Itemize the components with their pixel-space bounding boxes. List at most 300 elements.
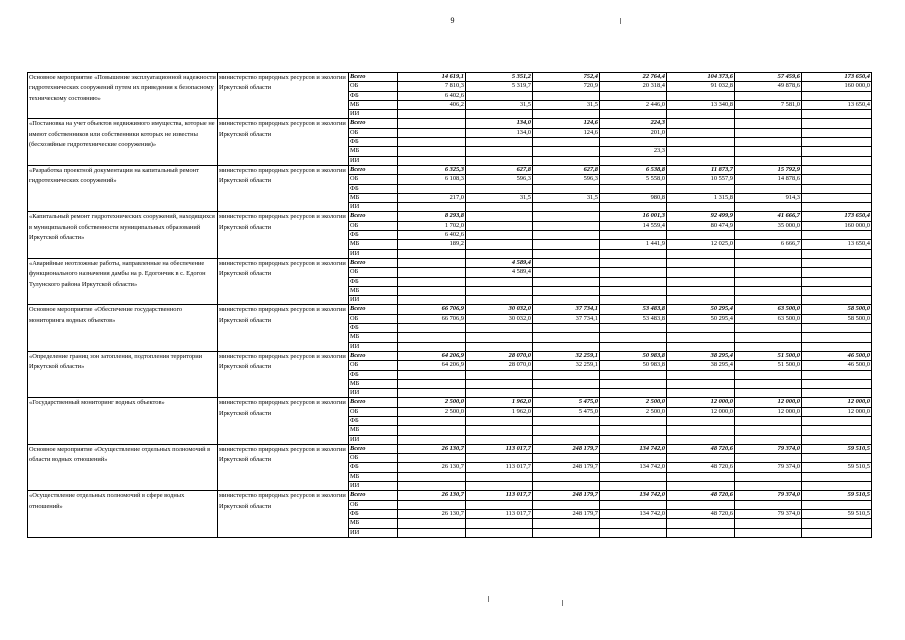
- amount-cell: [398, 277, 466, 286]
- funding-source: ОБ: [349, 361, 398, 370]
- amount-cell: 1 315,8: [667, 193, 735, 202]
- amount-cell: [466, 454, 533, 463]
- amount-cell: 2 446,0: [600, 100, 667, 109]
- amount-cell: [466, 528, 533, 537]
- amount-cell: [802, 435, 872, 444]
- amount-cell: [600, 324, 667, 333]
- amount-cell: [802, 147, 872, 156]
- amount-cell: 28 070,0: [466, 351, 533, 360]
- amount-cell: [600, 184, 667, 193]
- amount-cell: [466, 203, 533, 212]
- funding-source: МБ: [349, 100, 398, 109]
- amount-cell: [398, 110, 466, 119]
- amount-cell: 35 000,0: [735, 221, 802, 230]
- amount-cell: [533, 454, 600, 463]
- funding-source: ФБ: [349, 231, 398, 240]
- amount-cell: 124,6: [533, 119, 600, 128]
- amount-cell: [735, 110, 802, 119]
- amount-cell: [398, 426, 466, 435]
- amount-cell: [735, 277, 802, 286]
- amount-cell: 53 483,8: [600, 305, 667, 314]
- amount-cell: 91 032,8: [667, 82, 735, 91]
- table-row: [28, 258, 872, 267]
- table-row: [28, 119, 872, 128]
- amount-cell: [600, 268, 667, 277]
- amount-cell: [735, 416, 802, 425]
- responsible-executor: министерство природных ресурсов и экологии Иркутской области: [218, 305, 349, 351]
- amount-cell: [533, 389, 600, 398]
- amount-cell: 51 500,0: [735, 361, 802, 370]
- amount-cell: 596,3: [533, 175, 600, 184]
- amount-cell: [735, 286, 802, 295]
- amount-cell: 6 402,6: [398, 91, 466, 100]
- amount-cell: [466, 249, 533, 258]
- funding-source: Всего: [349, 398, 398, 407]
- amount-cell: [735, 519, 802, 528]
- funding-source: Всего: [349, 165, 398, 174]
- amount-cell: 6 666,7: [735, 240, 802, 249]
- amount-cell: [667, 426, 735, 435]
- funding-source: ФБ: [349, 509, 398, 518]
- amount-cell: 113 017,7: [466, 491, 533, 500]
- amount-cell: 26 130,7: [398, 463, 466, 472]
- amount-cell: [667, 138, 735, 147]
- amount-cell: [802, 258, 872, 267]
- amount-cell: [667, 472, 735, 481]
- amount-cell: [735, 156, 802, 165]
- amount-cell: 914,3: [735, 193, 802, 202]
- amount-cell: 46 500,0: [802, 361, 872, 370]
- amount-cell: 31,5: [466, 100, 533, 109]
- amount-cell: [667, 296, 735, 305]
- amount-cell: [466, 231, 533, 240]
- amount-cell: [466, 500, 533, 509]
- amount-cell: 26 130,7: [398, 491, 466, 500]
- amount-cell: [398, 435, 466, 444]
- amount-cell: [398, 249, 466, 258]
- amount-cell: [735, 472, 802, 481]
- funding-source: ОБ: [349, 314, 398, 323]
- amount-cell: [398, 184, 466, 193]
- amount-cell: 10 557,9: [667, 175, 735, 184]
- responsible-executor: министерство природных ресурсов и экологии Иркутской области: [218, 351, 349, 397]
- funding-source: ФБ: [349, 138, 398, 147]
- amount-cell: 12 000,0: [802, 398, 872, 407]
- amount-cell: [667, 119, 735, 128]
- amount-cell: [667, 184, 735, 193]
- amount-cell: 79 374,0: [735, 463, 802, 472]
- responsible-executor: министерство природных ресурсов и экологии Иркутской области: [218, 73, 349, 119]
- amount-cell: [398, 203, 466, 212]
- amount-cell: [735, 147, 802, 156]
- amount-cell: 41 666,7: [735, 212, 802, 221]
- amount-cell: 64 206,9: [398, 361, 466, 370]
- activity-description: «Разработка проектной документации на капитальный ремонт гидротехнических сооружений»: [28, 165, 218, 211]
- amount-cell: 58 500,0: [802, 305, 872, 314]
- amount-cell: [667, 370, 735, 379]
- amount-cell: 134 742,0: [600, 509, 667, 518]
- amount-cell: [735, 128, 802, 137]
- funding-source: ФБ: [349, 91, 398, 100]
- amount-cell: [398, 389, 466, 398]
- amount-cell: 1 441,9: [600, 240, 667, 249]
- amount-cell: [735, 296, 802, 305]
- amount-cell: 2 500,0: [398, 398, 466, 407]
- funding-source: ИИ: [349, 435, 398, 444]
- amount-cell: [600, 435, 667, 444]
- amount-cell: [533, 528, 600, 537]
- amount-cell: [600, 333, 667, 342]
- amount-cell: 134 742,0: [600, 463, 667, 472]
- amount-cell: 30 032,0: [466, 314, 533, 323]
- amount-cell: 50 983,8: [600, 351, 667, 360]
- funding-source: ОБ: [349, 454, 398, 463]
- amount-cell: [600, 91, 667, 100]
- amount-cell: [533, 268, 600, 277]
- amount-cell: [735, 258, 802, 267]
- amount-cell: [802, 342, 872, 351]
- amount-cell: [802, 175, 872, 184]
- amount-cell: [667, 454, 735, 463]
- amount-cell: [600, 482, 667, 491]
- table-row: [28, 351, 872, 360]
- funding-source: МБ: [349, 240, 398, 249]
- amount-cell: [667, 268, 735, 277]
- amount-cell: [667, 91, 735, 100]
- amount-cell: [802, 165, 872, 174]
- amount-cell: 20 318,4: [600, 82, 667, 91]
- amount-cell: [802, 138, 872, 147]
- amount-cell: 596,3: [466, 175, 533, 184]
- amount-cell: [735, 203, 802, 212]
- amount-cell: 31,5: [533, 193, 600, 202]
- responsible-executor: министерство природных ресурсов и экологии Иркутской области: [218, 258, 349, 304]
- amount-cell: [466, 389, 533, 398]
- amount-cell: 49 878,6: [735, 82, 802, 91]
- amount-cell: [533, 212, 600, 221]
- amount-cell: [667, 286, 735, 295]
- amount-cell: [398, 454, 466, 463]
- amount-cell: 12 000,0: [667, 398, 735, 407]
- amount-cell: 59 510,5: [802, 463, 872, 472]
- amount-cell: [398, 472, 466, 481]
- amount-cell: [735, 370, 802, 379]
- amount-cell: 66 706,9: [398, 314, 466, 323]
- amount-cell: 248 179,7: [533, 463, 600, 472]
- amount-cell: [600, 342, 667, 351]
- amount-cell: 63 500,0: [735, 305, 802, 314]
- amount-cell: [466, 324, 533, 333]
- funding-source: ФБ: [349, 370, 398, 379]
- funding-source: ФБ: [349, 416, 398, 425]
- amount-cell: [600, 528, 667, 537]
- responsible-executor: министерство природных ресурсов и экологии Иркутской области: [218, 444, 349, 490]
- amount-cell: [466, 91, 533, 100]
- amount-cell: [667, 500, 735, 509]
- amount-cell: 50 295,4: [667, 314, 735, 323]
- amount-cell: [802, 119, 872, 128]
- amount-cell: 113 017,7: [466, 509, 533, 518]
- amount-cell: 16 001,3: [600, 212, 667, 221]
- funding-source: МБ: [349, 519, 398, 528]
- amount-cell: 113 017,7: [466, 463, 533, 472]
- amount-cell: [533, 416, 600, 425]
- amount-cell: [802, 91, 872, 100]
- amount-cell: [466, 147, 533, 156]
- amount-cell: [667, 333, 735, 342]
- amount-cell: [735, 379, 802, 388]
- amount-cell: [533, 519, 600, 528]
- amount-cell: 48 720,6: [667, 444, 735, 453]
- amount-cell: [802, 110, 872, 119]
- amount-cell: [398, 258, 466, 267]
- amount-cell: [735, 231, 802, 240]
- amount-cell: [735, 268, 802, 277]
- amount-cell: [735, 342, 802, 351]
- amount-cell: 59 510,5: [802, 509, 872, 518]
- amount-cell: [398, 268, 466, 277]
- amount-cell: [802, 454, 872, 463]
- amount-cell: 38 295,4: [667, 351, 735, 360]
- amount-cell: [667, 258, 735, 267]
- amount-cell: 38 295,4: [667, 361, 735, 370]
- amount-cell: 13 650,4: [802, 100, 872, 109]
- amount-cell: [802, 156, 872, 165]
- amount-cell: [398, 482, 466, 491]
- amount-cell: [600, 389, 667, 398]
- amount-cell: [802, 128, 872, 137]
- amount-cell: 57 459,6: [735, 73, 802, 82]
- funding-source: ОБ: [349, 82, 398, 91]
- amount-cell: 201,0: [600, 128, 667, 137]
- page-number: 9: [450, 16, 455, 25]
- amount-cell: [735, 119, 802, 128]
- amount-cell: [667, 324, 735, 333]
- amount-cell: 37 734,1: [533, 305, 600, 314]
- amount-cell: [466, 184, 533, 193]
- amount-cell: [533, 435, 600, 444]
- amount-cell: 7 581,0: [735, 100, 802, 109]
- amount-cell: 7 810,3: [398, 82, 466, 91]
- amount-cell: [533, 277, 600, 286]
- amount-cell: 5 351,2: [466, 73, 533, 82]
- amount-cell: 32 259,1: [533, 351, 600, 360]
- amount-cell: [600, 138, 667, 147]
- funding-source: ИИ: [349, 482, 398, 491]
- amount-cell: [802, 268, 872, 277]
- amount-cell: [466, 370, 533, 379]
- scan-artifact: [562, 600, 563, 606]
- amount-cell: [533, 324, 600, 333]
- funding-source: МБ: [349, 286, 398, 295]
- funding-source: ИИ: [349, 110, 398, 119]
- scan-artifact: [488, 596, 489, 602]
- amount-cell: [667, 435, 735, 444]
- amount-cell: 6 402,6: [398, 231, 466, 240]
- amount-cell: 50 983,8: [600, 361, 667, 370]
- amount-cell: [802, 333, 872, 342]
- amount-cell: [802, 472, 872, 481]
- funding-source: Всего: [349, 73, 398, 82]
- amount-cell: [398, 286, 466, 295]
- amount-cell: 12 025,0: [667, 240, 735, 249]
- amount-cell: 4 589,4: [466, 258, 533, 267]
- amount-cell: [466, 221, 533, 230]
- funding-source: Всего: [349, 444, 398, 453]
- table-row: [28, 491, 872, 500]
- amount-cell: 11 873,7: [667, 165, 735, 174]
- funding-source: Всего: [349, 351, 398, 360]
- amount-cell: [802, 286, 872, 295]
- amount-cell: [533, 203, 600, 212]
- amount-cell: [533, 370, 600, 379]
- amount-cell: [600, 231, 667, 240]
- amount-cell: [802, 296, 872, 305]
- amount-cell: [802, 277, 872, 286]
- amount-cell: [802, 184, 872, 193]
- amount-cell: 79 374,0: [735, 491, 802, 500]
- amount-cell: [533, 500, 600, 509]
- funding-source: МБ: [349, 426, 398, 435]
- amount-cell: [533, 138, 600, 147]
- amount-cell: [533, 156, 600, 165]
- responsible-executor: министерство природных ресурсов и экологии Иркутской области: [218, 212, 349, 258]
- amount-cell: [466, 416, 533, 425]
- amount-cell: [466, 472, 533, 481]
- amount-cell: [802, 426, 872, 435]
- amount-cell: [600, 519, 667, 528]
- funding-source: ФБ: [349, 463, 398, 472]
- amount-cell: 26 130,7: [398, 444, 466, 453]
- amount-cell: 5 319,7: [466, 82, 533, 91]
- funding-source: ОБ: [349, 221, 398, 230]
- amount-cell: 64 206,9: [398, 351, 466, 360]
- amount-cell: 4 589,4: [466, 268, 533, 277]
- amount-cell: 217,0: [398, 193, 466, 202]
- amount-cell: [600, 277, 667, 286]
- amount-cell: [600, 156, 667, 165]
- amount-cell: [667, 416, 735, 425]
- amount-cell: [466, 482, 533, 491]
- responsible-executor: министерство природных ресурсов и экологии Иркутской области: [218, 165, 349, 211]
- amount-cell: [802, 324, 872, 333]
- amount-cell: [600, 286, 667, 295]
- amount-cell: 160 000,0: [802, 221, 872, 230]
- amount-cell: 12 000,0: [735, 407, 802, 416]
- table-row: [28, 398, 872, 407]
- amount-cell: [735, 426, 802, 435]
- amount-cell: 22 764,4: [600, 73, 667, 82]
- responsible-executor: министерство природных ресурсов и экологии Иркутской области: [218, 398, 349, 444]
- amount-cell: [735, 249, 802, 258]
- amount-cell: [466, 296, 533, 305]
- amount-cell: [735, 482, 802, 491]
- responsible-executor: министерство природных ресурсов и экологии Иркутской области: [218, 491, 349, 537]
- amount-cell: 14 619,1: [398, 73, 466, 82]
- amount-cell: 5 475,0: [533, 407, 600, 416]
- table-row: [28, 212, 872, 221]
- amount-cell: 50 295,4: [667, 305, 735, 314]
- amount-cell: [735, 324, 802, 333]
- funding-source: ФБ: [349, 277, 398, 286]
- funding-source: ОБ: [349, 500, 398, 509]
- amount-cell: [398, 519, 466, 528]
- amount-cell: [802, 193, 872, 202]
- amount-cell: [466, 240, 533, 249]
- funding-source: ИИ: [349, 296, 398, 305]
- funding-source: ИИ: [349, 342, 398, 351]
- table-row: [28, 305, 872, 314]
- amount-cell: [600, 500, 667, 509]
- amount-cell: 248 179,7: [533, 509, 600, 518]
- amount-cell: [600, 203, 667, 212]
- amount-cell: 63 500,0: [735, 314, 802, 323]
- amount-cell: 6 538,8: [600, 165, 667, 174]
- amount-cell: [533, 231, 600, 240]
- amount-cell: 189,2: [398, 240, 466, 249]
- amount-cell: 46 500,0: [802, 351, 872, 360]
- amount-cell: 53 483,8: [600, 314, 667, 323]
- amount-cell: [735, 528, 802, 537]
- amount-cell: 48 720,6: [667, 509, 735, 518]
- amount-cell: 12 000,0: [802, 407, 872, 416]
- amount-cell: 59 510,5: [802, 444, 872, 453]
- amount-cell: [398, 500, 466, 509]
- amount-cell: 2 500,0: [398, 407, 466, 416]
- amount-cell: 30 032,0: [466, 305, 533, 314]
- amount-cell: 248 179,7: [533, 444, 600, 453]
- activity-description: «Осуществление отдельных полномочий в сфере водных отношений»: [28, 491, 218, 537]
- amount-cell: 720,9: [533, 82, 600, 91]
- amount-cell: [533, 249, 600, 258]
- amount-cell: [735, 389, 802, 398]
- table-row: [28, 444, 872, 453]
- amount-cell: 31,5: [533, 100, 600, 109]
- amount-cell: [735, 184, 802, 193]
- activity-description: Основное мероприятие «Повышение эксплуатационной надежности гидротехнических сооружений путем их приведения к безопасному техническому состоянию»: [28, 73, 218, 119]
- amount-cell: 224,3: [600, 119, 667, 128]
- amount-cell: 248 179,7: [533, 491, 600, 500]
- amount-cell: [667, 482, 735, 491]
- amount-cell: [398, 342, 466, 351]
- amount-cell: [600, 379, 667, 388]
- amount-cell: 173 650,4: [802, 73, 872, 82]
- amount-cell: 13 650,4: [802, 240, 872, 249]
- activity-description: «Государственный мониторинг водных объектов»: [28, 398, 218, 444]
- amount-cell: [667, 342, 735, 351]
- amount-cell: [398, 528, 466, 537]
- activity-description: Основное мероприятие «Обеспечение государственного мониторинга водных объектов»: [28, 305, 218, 351]
- amount-cell: [735, 435, 802, 444]
- funding-table: [27, 72, 872, 538]
- amount-cell: 13 340,8: [667, 100, 735, 109]
- funding-source: МБ: [349, 147, 398, 156]
- amount-cell: 1 702,0: [398, 221, 466, 230]
- amount-cell: 2 500,0: [600, 398, 667, 407]
- amount-cell: [667, 519, 735, 528]
- responsible-executor: министерство природных ресурсов и экологии Иркутской области: [218, 119, 349, 165]
- amount-cell: 23,3: [600, 147, 667, 156]
- funding-source: Всего: [349, 305, 398, 314]
- amount-cell: [600, 110, 667, 119]
- amount-cell: 134,0: [466, 128, 533, 137]
- activity-description: «Постановка на учет объектов недвижимого имущества, которые не имеют собственников или собственники которых не известны (бесхозяйные гидротехнические сооружения)»: [28, 119, 218, 165]
- amount-cell: 980,8: [600, 193, 667, 202]
- amount-cell: [533, 258, 600, 267]
- funding-source: ОБ: [349, 407, 398, 416]
- amount-cell: [735, 138, 802, 147]
- amount-cell: 15 792,9: [735, 165, 802, 174]
